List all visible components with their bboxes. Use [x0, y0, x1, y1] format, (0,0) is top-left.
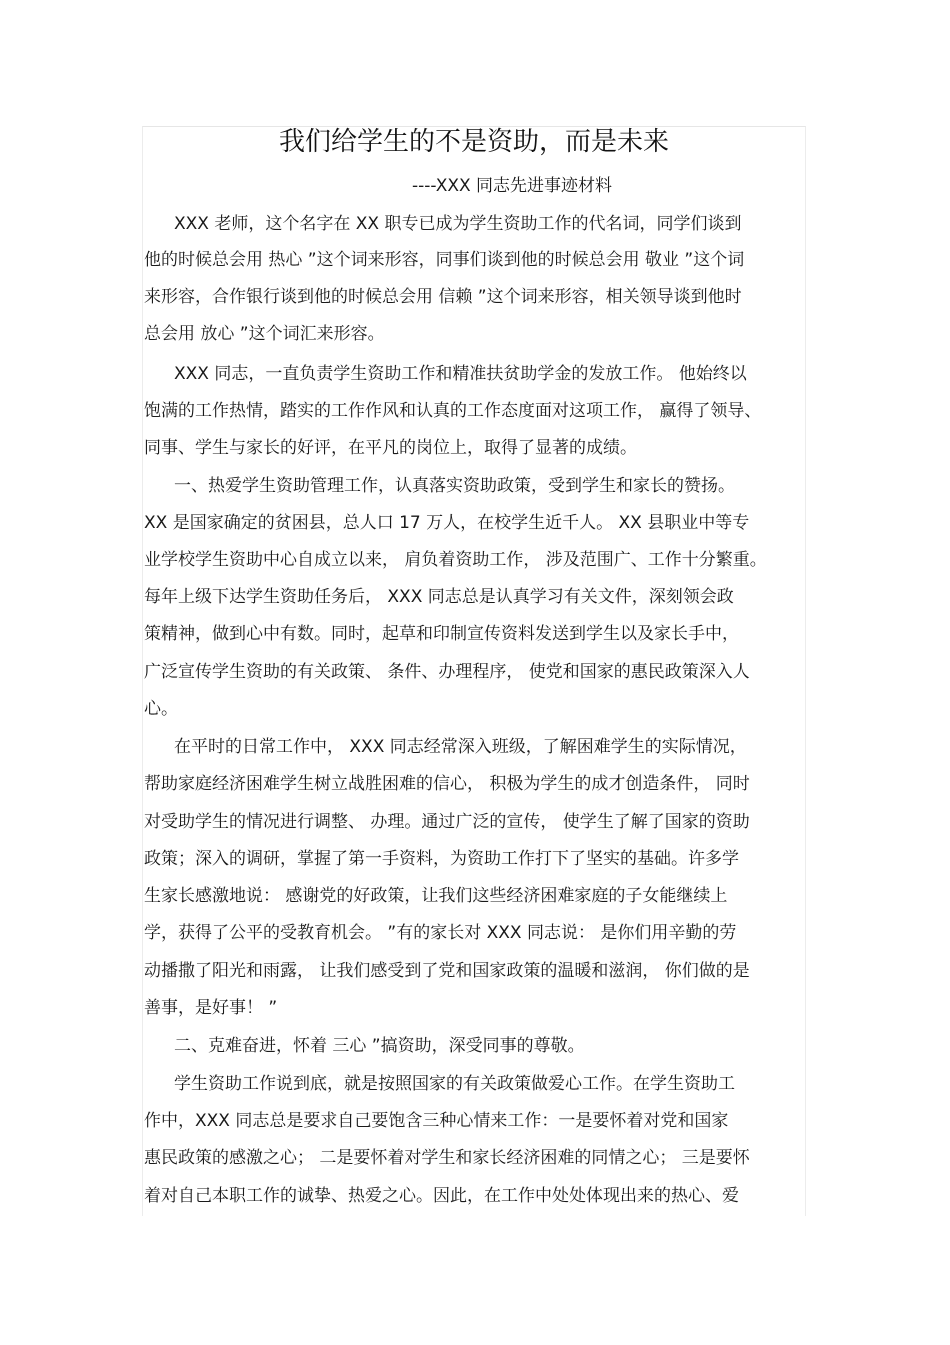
document-subtitle: ----XXX 同志先进事迹材料: [412, 176, 613, 196]
paragraph-line: XXX 老师，这个名字在 XX 职专已成为学生资助工作的代名词，同学们谈到: [174, 214, 742, 234]
paragraph-line: 他的时候总会用 热心 ”这个词来形容，同事们谈到他的时候总会用 敬业 ”这个词: [144, 250, 745, 270]
paragraph-line: XXX 同志，一直负责学生资助工作和精准扶贫助学金的发放工作。 他始终以: [174, 364, 747, 384]
paragraph-line: 帮助家庭经济困难学生树立战胜困难的信心， 积极为学生的成才创造条件， 同时: [144, 774, 750, 794]
section-heading: 二、克难奋进，怀着 三心 ”搞资助，深受同事的尊敬。: [174, 1036, 585, 1056]
paragraph-line: 在平时的日常工作中， XXX 同志经常深入班级，了解困难学生的实际情况，: [174, 737, 747, 757]
paragraph-line: 善事，是好事！ ”: [144, 998, 278, 1018]
paragraph-line: 作中，XXX 同志总是要求自己要饱含三种心情来工作：一是要怀着对党和国家: [144, 1111, 729, 1131]
paragraph-line: 学生资助工作说到底，就是按照国家的有关政策做爱心工作。在学生资助工: [174, 1074, 735, 1094]
paragraph-line: 惠民政策的感激之心； 二是要怀着对学生和家长经济困难的同情之心； 三是要怀: [144, 1148, 750, 1168]
paragraph-line: 策精神，做到心中有数。同时，起草和印制宣传资料发送到学生以及家长手中，: [144, 624, 739, 644]
section-heading: 一、热爱学生资助管理工作，认真落实资助政策，受到学生和家长的赞扬。: [174, 476, 735, 496]
paragraph-line: 总会用 放心 ”这个词汇来形容。: [144, 324, 385, 344]
paragraph-line: 饱满的工作热情，踏实的工作作风和认真的工作态度面对这项工作， 赢得了领导、: [144, 401, 762, 421]
paragraph-line: 对受助学生的情况进行调整、 办理。通过广泛的宣传， 使学生了解了国家的资助: [144, 812, 750, 832]
paragraph-line: 业学校学生资助中心自成立以来， 肩负着资助工作， 涉及范围广、工作十分繁重。: [144, 550, 767, 570]
paragraph-line: 动播撒了阳光和雨露， 让我们感受到了党和国家政策的温暖和滋润， 你们做的是: [144, 961, 750, 981]
paragraph-line: XX 是国家确定的贫困县，总人口 17 万人，在校学生近千人。 XX 县职业中等专: [144, 513, 750, 533]
paragraph-line: 着对自己本职工作的诚挚、热爱之心。因此，在工作中处处体现出来的热心、爱: [144, 1186, 739, 1206]
paragraph-line: 学，获得了公平的受教育机会。 ”有的家长对 XXX 同志说： 是你们用辛勤的劳: [144, 923, 737, 943]
document-title: 我们给学生的不是资助，而是未来: [278, 127, 669, 157]
paragraph-line: 每年上级下达学生资助任务后， XXX 同志总是认真学习有关文件，深刻领会政: [144, 587, 734, 607]
paragraph-line: 政策；深入的调研，掌握了第一手资料，为资助工作打下了坚实的基础。许多学: [144, 849, 739, 869]
paragraph-line: 来形容，合作银行谈到他的时候总会用 信赖 ”这个词来形容，相关领导谈到他时: [144, 287, 742, 307]
paragraph-line: 广泛宣传学生资助的有关政策、 条件、办理程序， 使党和国家的惠民政策深入人: [144, 662, 750, 682]
paragraph-line: 同事、学生与家长的好评，在平凡的岗位上，取得了显著的成绩。: [144, 438, 637, 458]
paragraph-line: 心。: [144, 699, 178, 719]
paragraph-line: 生家长感激地说： 感谢党的好政策，让我们这些经济困难家庭的子女能继续上: [144, 886, 728, 906]
